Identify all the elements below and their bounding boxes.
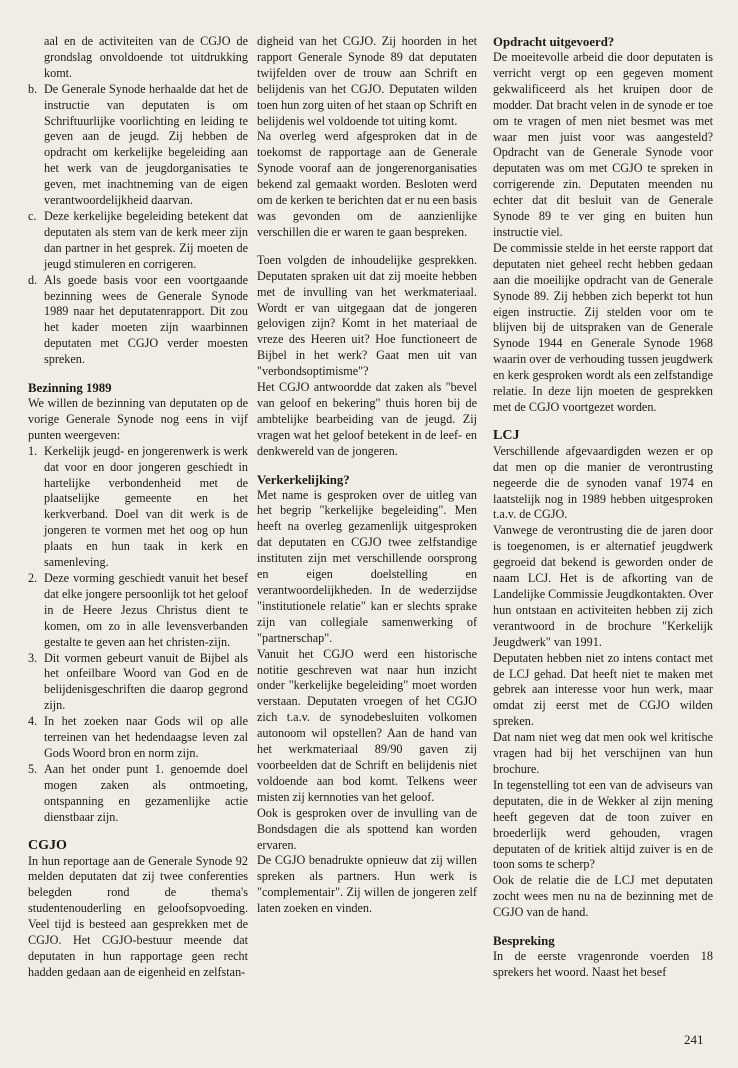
list-item [28, 209, 248, 273]
column-right [493, 34, 713, 981]
list-item [28, 82, 248, 209]
paragraph: Dat nam niet weg dat men ook wel kritische vragen had bij het verschijnen van hun brochure. [493, 730, 713, 776]
list-item-text: De Generale Synode herhaalde dat het de instructie van deputaten is om Schriftuurlijke voorlichting en leiding te geven aan de jeugd. Zij hebben de opdracht om kerkelijke begeleiding aan het werk van de jeugdorganisaties te geven, met inachtneming van de eigen verantwoordelijkheid daarvan. [44, 81, 248, 208]
paragraph: Ook is gesproken over de invulling van de Bondsdagen die als spottend kan worden ervaren. [257, 805, 477, 852]
section-heading: Bespreking [493, 934, 555, 949]
paragraph: Toen volgden de inhoudelijke gesprekken. Deputaten spraken uit dat zij moeite hebben met de invulling van het werkmateriaal. Wordt er van uitgegaan dat de jongeren gelovigen zijn? Komt in het materiaal de vreze des Heeren uit? Hoe functioneert de Bijbel in het werk? Gaat men uit van "verbondsoptimisme"? [257, 252, 477, 379]
paragraph: Het CGJO antwoordde dat zaken als "bevel van geloof en bekering" thuis horen bij de ambtelijke bearbeiding van de jeugd. Zij vragen wat het geloof betekent in de leef- en denkwereld van de jongeren. [257, 380, 477, 458]
paragraph: De moeitevolle arbeid die door deputaten is verricht vergt op een gegeven moment gekwalificeerd als het kruipen door de modder. Dat bracht velen in de synode er toe om te vragen of men niet besmet was met waar men juist voor was aangesteld? Opdracht van de Generale Synode voor deputaten was om met CGJO te spreken in corrigerende zin. Deputaten meenden nu echter dat dit besluit van de Generale Synode 89 te ver ging en buiten hun instructie viel. [493, 50, 713, 239]
list-item-text: Als goede basis voor een voortgaande bezinning wees de Generale Synode 1989 naar het deputatenrapport. Dit zou het kader moeten zijn waarbinnen deputaten met CGJO verder moesten spreken. [44, 272, 248, 367]
section-heading: Bezinning 1989 [28, 381, 112, 396]
paragraph: In de eerste vragenronde voerden 18 sprekers het woord. Naast het besef [493, 949, 713, 979]
list-item [28, 571, 248, 651]
list-marker: b. [28, 81, 38, 96]
list-item-text: In het zoeken naar Gods wil op alle terreinen van het hedendaagse leven zal Gods Woord bron en norm zijn. [44, 714, 248, 760]
paragraph: Vanuit het CGJO werd een historische notitie geschreven wat naar hun inzicht onder "kerkelijke begeleiding" moet worden verstaan. Deputaten vroegen of het CGJO zich t.a.v. de synodebesluiten volkomen autonoom wil opstellen? Aan de hand van het werkmateriaal 89/90 gaven zij voorbeelden dat de Schrift en belijdenis niet voldoende aan bod komt. Telkens weer misten zij kernnoties van het geloof. [257, 646, 477, 804]
paragraph: Na overleg werd afgesproken dat in de toekomst de rapportage aan de Generale Synode vooraf aan de jongerenorganisaties bekend zal gemaakt worden. Besloten werd om de kerken te berichten dat er nu een basis was gevonden om de aanzienlijke verschillen die er waren te gaan bespreken. [257, 129, 477, 239]
list-marker: 2. [28, 571, 38, 585]
paragraph: In hun reportage aan de Generale Synode 92 melden deputaten dat zij twee conferenties belegden rond de thema's studentenouderling en geloofsopvoeding. Veel tijd is besteed aan gesprekken met de CGJO. Het CGJO-bestuur meende dat deputaten in hun rapportage geen recht hadden gedaan aan de eigenheid en zelfstan- [28, 853, 248, 979]
list-item [28, 651, 248, 715]
list-marker: 3. [28, 650, 38, 665]
list-item [28, 444, 248, 571]
page-number: 241 [684, 1032, 704, 1047]
paragraph: Verschillende afgevaardigden wezen er op dat men op die manier de verontrusting negeerde die de synoden vanaf 1974 en laatstelijk nog in 1989 hebben uitgesproken t.a.v. de CGJO. [493, 443, 713, 522]
list-marker: 5. [28, 761, 38, 776]
paragraph: In tegenstelling tot een van de adviseurs van deputaten, die in de Wekker al zijn mening heeft gegeven dat de toon zuiver en broederlijk werd gehouden, vragen deputaten of de kritiek altijd zuiver is en de toon soms te scherp? [493, 777, 713, 872]
paragraph: De commissie stelde in het eerste rapport dat deputaten niet geheel recht hebben gedaan aan die moeilijke opdracht van de Generale Synode 89. Zij hebben zich beperkt tot hun eigen instructie. Zij stelden voor om te blijven bij de uitspraken van de Generale Synode 1944 en Generale Synode 1968 waarin over de verhouding tussen jeugdwerk en kerk gesproken wordt als een zelfstandige relatie. In deze lijn moeten de gesprekken met de CGJO voortgezet worden. [493, 240, 713, 414]
paragraph: We willen de bezinning van deputaten op de vorige Generale Synode nog eens in vijf punten weergeven: [28, 396, 248, 442]
paragraph: De CGJO benadrukte opnieuw dat zij willen spreken als partners. Hun werk is "complementair". Zij willen de jongeren zelf laten zoeken en vinden. [257, 853, 477, 916]
list-marker: 1. [28, 443, 38, 458]
list-item-text: Kerkelijk jeugd- en jongerenwerk is werk dat voor en door jongeren geschiedt in hartelijke verbondenheid met de plaatselijke gemeente en het kerkverband. Doel van dit werk is de jongeren te vormen met het oog op hun plaats en hun taak in kerk en samenleving. [44, 443, 248, 570]
section-heading: LCJ [493, 427, 520, 443]
list-item-text: Dit vormen gebeurt vanuit de Bijbel als het onfeilbare Woord van God en de belijdenisgeschriften die daarop gegrond zijn. [44, 650, 248, 713]
list-item-text: Deze kerkelijke begeleiding betekent dat deputaten als stem van de kerk meer zijn dan partner in het gesprek. Zij moeten de jeugd stimuleren en corrigeren. [44, 208, 248, 271]
list-item [28, 762, 248, 826]
list-marker: 4. [28, 714, 38, 729]
section-heading: Opdracht uitgevoerd? [493, 35, 615, 49]
section-heading: CGJO [28, 837, 67, 853]
list-marker: c. [28, 208, 37, 223]
list-item-text: Deze vorming geschiedt vanuit het besef dat elke jongere persoonlijk tot het geloof in de Heere Jezus Christus dient te komen, om zo in alle levensverbanden gestalte te geven aan het christen-zijn. [44, 571, 248, 649]
section-heading: Verkerkelijking? [257, 472, 350, 487]
list-item-text: Aan het onder punt 1. genoemde doel mogen zaken als ontmoeting, ontspanning en gezamenlijke actie dienstbaar zijn. [44, 761, 248, 824]
paragraph: digheid van het CGJO. Zij hoorden in het rapport Generale Synode 89 dat deputaten twijfelden over de trouw aan Schrift en belijdenis van het CGJO. Deputaten wilden toen hun zorg uiten of het staan op Schrift en belijdenis wel voldoende tot uiting komt. [257, 34, 477, 128]
paragraph: Deputaten hebben niet zo intens contact met de LCJ gehad. Dat heeft niet te maken met gebrek aan interesse voor hun werk, maar omdat zij eerst met de CGJO wilden spreken. [493, 650, 713, 729]
column-middle [257, 34, 477, 917]
paragraph: Vanwege de verontrusting die de jaren door is toegenomen, is er alternatief jeugdwerk gegroeid dat bekend is geworden onder de naam LCJ. Het is de afkorting van de Landelijke Commissie Jeugdkontakten. Over hun ontstaan en activiteiten hebben zij zich verantwoord in de brochure "Kerkelijk Jeugdwerk" van 1991. [493, 523, 714, 649]
list-item [28, 714, 248, 762]
column-left [28, 34, 248, 981]
list-marker: d. [28, 272, 38, 287]
paragraph: Ook de relatie die de LCJ met deputaten zocht wees men nu na de bezinning met de CGJO van de hand. [493, 873, 713, 920]
paragraph: aal en de activiteiten van de CGJO de grondslag onvoldoende tot uitdrukking komt. [44, 34, 248, 80]
paragraph: Met name is gesproken over de uitleg van het begrip "kerkelijke begeleiding". Men heeft na overleg gezamenlijk uitgesproken dat deputaten en CGJO twee zelfstandige instituten zijn met verschillende oorsprong en eigen doelstelling en verantwoordelijkheden. In de wederzijdse "institutionele relatie" kan er slechts sprake zijn van collegiale samenwerking of "partnerschap". [257, 487, 477, 645]
list-item [28, 273, 248, 368]
